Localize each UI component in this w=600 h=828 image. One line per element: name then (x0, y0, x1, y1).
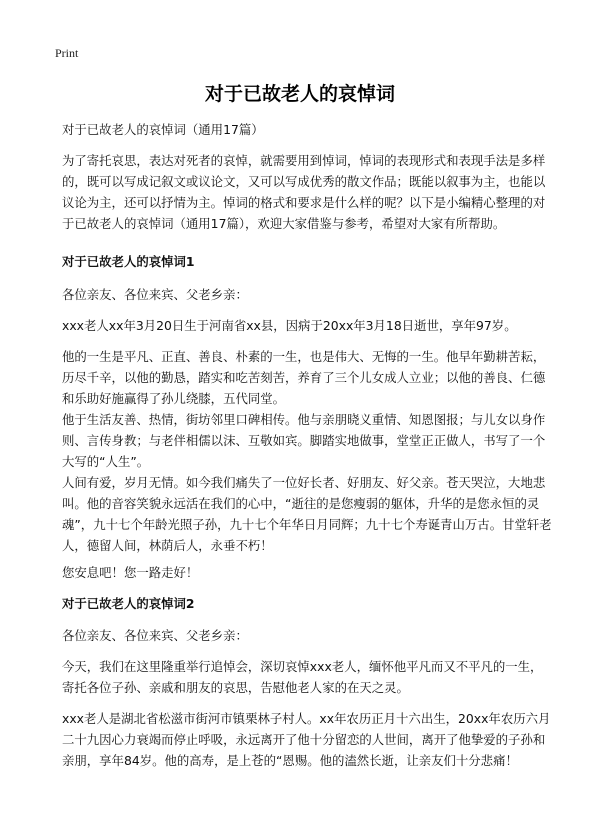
intro-paragraph (62, 150, 552, 234)
paragraph: 今天，我们在这里隆重举行追悼会，深切哀悼xxx老人，缅怀他平凡而又不平凡的一生，寄托各位子孙、亲戚和朋友的哀思，告慰他老人家的在天之灵。 (62, 659, 543, 695)
section-1-paragraph-5 (62, 472, 552, 556)
document-title: 对于已故老人的哀悼词 (204, 83, 395, 105)
section-2-heading (62, 593, 552, 614)
paragraph: 您安息吧！您一路走好！ (62, 565, 199, 580)
subtitle-text: 对于已故老人的哀悼词（通用17篇） (62, 122, 264, 137)
section-2-paragraph-2 (62, 656, 552, 698)
intro-text: 为了寄托哀思，表达对死者的哀悼，就需要用到悼词，悼词的表现形式和表现手法是多样的，既可以写成记叙文或议论文，又可以写成优秀的散文作品；既能以叙事为主，也能以议论为主，还可以抒情为主。悼词的格式和要求是什么样的呢？以下是小编精心整理的对于已故老人的哀悼词（通用17篇），欢迎大家借鉴与参考，希望对大家有所帮助。 (62, 153, 546, 231)
section-heading: 对于已故老人的哀悼词2 (62, 596, 195, 611)
section-2-paragraph-1 (62, 625, 552, 646)
subtitle (62, 119, 552, 140)
paragraph: 各位亲友、各位来宾、父老乡亲： (62, 287, 248, 302)
paragraph: 他于生活友善、热情，街坊邻里口碑相传。他与亲朋晓义重情、知恩图报；与儿女以身作则、言传身教；与老伴相儒以沫、互敬如宾。脚踏实地做事，堂堂正正做人，书写了一个大写的“人生”。 (62, 412, 546, 469)
paragraph: xxx老人xx年3月20日生于河南省xx县，因病于20xx年3月18日逝世，享年97岁。 (62, 318, 517, 333)
paragraph: xxx老人是湖北省松滋市街河市镇栗林子村人。xx年农历正月十六出生，20xx年农历六月二十九因心力衰竭而停止呼吸，永远离开了他十分留恋的人世间，离开了他挚爱的子孙和亲朋，享年84岁。他的高寿，是上苍的“恩赐。他的溘然长逝，让亲友们十分悲痛！ (62, 711, 551, 768)
section-1-heading (62, 251, 552, 272)
section-heading: 对于已故老人的哀悼词1 (62, 254, 195, 269)
section-1-paragraph-2 (62, 315, 552, 336)
paragraph: 各位亲友、各位来宾、父老乡亲： (62, 628, 248, 643)
paragraph: 人间有爱，岁月无情。如今我们痛失了一位好长者、好朋友、好父亲。苍天哭泣，大地悲叫。他的音容笑貌永远活在我们的心中，“逝往的是您瘦弱的躯体，升华的是您永恒的灵魂”，九十七个年龄光照子孙，九十七个年华日月同辉；九十七个寿诞青山万古。甘堂轩老人，德留人间，林荫后人，永垂不朽！ (62, 475, 552, 553)
section-2-paragraph-3 (62, 708, 552, 771)
paragraph: 他的一生是平凡、正直、善良、朴素的一生，也是伟大、无悔的一生。他早年勤耕苦耘，历尽千辛，以他的勤恳，踏实和吃苦刻苦，养育了三个儿女成人立业；以他的善良、仁德和乐助好施赢得了孙儿绕膝，五代同堂。 (62, 349, 546, 406)
section-1-paragraph-4 (62, 409, 552, 472)
section-1-paragraph-6 (62, 562, 552, 583)
section-1-paragraph-3 (62, 346, 552, 409)
section-1-paragraph-1 (62, 284, 552, 305)
print-label[interactable]: Print (55, 46, 79, 60)
